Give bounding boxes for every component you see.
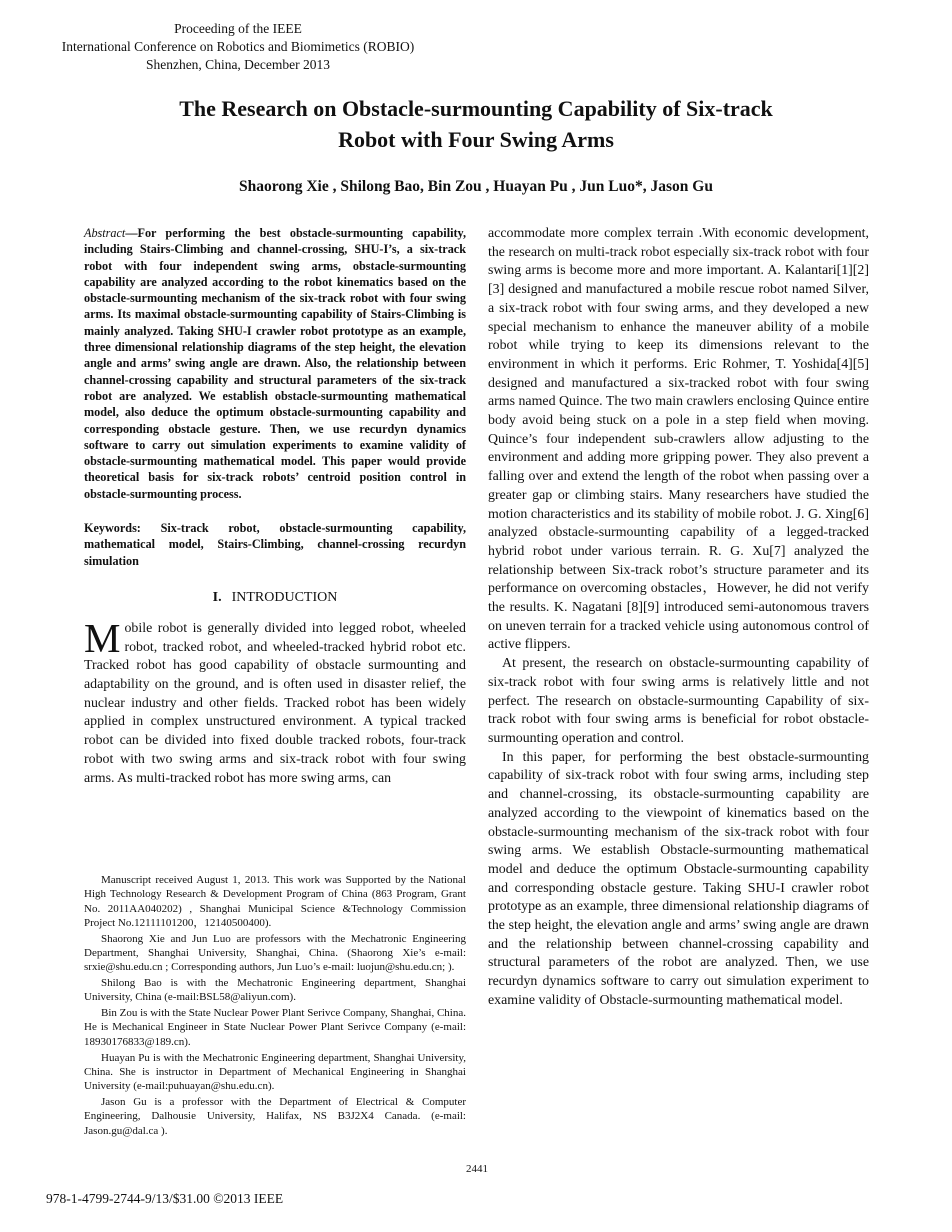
abstract-text: —For performing the best obstacle-surmounting capability, including Stairs-Climbing and channel-crossing, SHU-I’s, a six-track robot with four independent swing arms, obstacle-surmounting capability are analyzed according to the robot kinematics based on the obstacle-surmounting mechanism of the six-track robot with four swing arms. Its maximal obstacle-surmounting capability of Stairs-Climbing is mainly analyzed. Taking SHU-I crawler robot prototype as an example, three dimensional relationship diagrams of the step height, the elevation angle and arms’ swing angle are drawn. Also, the relationship between channel-crossing capability and structural parameters of the six-track robot are analyzed. We establish obstacle-surmounting mathematical model, also deduce the optimum obstacle-surmounting capability and corresponding obstacle gesture. Then, we use recurdyn dynamics software to carry out simulation experiments to examine validity of obstacle-surmounting mathematical model. This paper would provide theoretical basis for six-track robots’ centroid position control in obstacle-surmounting process. xyxy=(84,226,466,501)
author-list: Shaorong Xie , Shilong Bao, Bin Zou , Huayan Pu , Jun Luo*, Jason Gu xyxy=(239,178,713,195)
title-line-2: Robot with Four Swing Arms xyxy=(338,127,614,152)
body-paragraph: At present, the research on obstacle-surmounting capability of six-track robot with four swing arms is relatively little and not perfect. The research on obstacle-surmounting Capability of six-track robot with four swing arms is beneficial for robot obstacle-surmounting operation and control. xyxy=(488,656,869,746)
section-title: INTRODUCTION xyxy=(231,589,338,605)
intro-paragraph-text: obile robot is generally divided into legged robot, wheeled robot, tracked robot, and wheeled-tracked hybrid robot etc. Tracked robot has good capability of obstacle surmounting and adaptability on the ground, and is often used in disaster relief, the nuclear industry and other fields. Tracked robot has been widely applied in complex unstructured environment. A typical tracked robot can be divided into fixed double tracked robots, four-track robot with two swing arms and six-track robot with four swing arms. As multi-tracked robot has more swing arms, can xyxy=(84,620,466,786)
footnotes xyxy=(84,873,466,1139)
drop-cap: M xyxy=(84,614,121,661)
intro-paragraph xyxy=(84,614,466,788)
body-paragraph: In this paper, for performing the best obstacle-surmounting capability of six-track robot with four swing arms, including step and channel-crossing, its obstacle-surmounting capability are analyzed according to the viewpoint of kinematics based on the obstacle-surmounting mechanism of the six-track robot with four swing arms. We establish Obstacle-surmounting mathematical model and deduce the optimum Obstacle-surmounting capability and corresponding obstacle gesture. Taking SHU-I crawler robot prototype as an example, three dimensional relationship diagrams of the step height, the elevation angle and arms’ swing angle are drawn and the relationship between channel-crossing capability and structural parameters of the robot are analyzed. Then, we use recurdyn dynamics software to carry out simulation experiment to examine validity of Obstacle-surmounting mathematical model. xyxy=(488,749,869,1008)
header-line-1: Proceeding of the IEEE xyxy=(174,21,302,36)
abstract xyxy=(84,225,466,502)
title-line-1: The Research on Obstacle-surmounting Capability of Six-track xyxy=(179,96,773,121)
conference-header xyxy=(30,20,446,74)
left-column xyxy=(84,225,466,788)
header-line-3: Shenzhen, China, December 2013 xyxy=(145,57,331,72)
page-number: 2441 xyxy=(466,1163,488,1175)
footnote: Manuscript received August 1, 2013. This work was Supported by the National High Technology Research & Development Program of China (863 Program, Grant No. 2011AA040202) , Shanghai Municipal Science &Technology Commission Project No.12111101200，12140500400). xyxy=(84,874,466,929)
footnote: Shaorong Xie and Jun Luo are professors with the Mechatronic Engineering Department, Shanghai University, Shanghai, China. (Shaorong Xie’s e-mail: srxie@shu.edu.cn ; Corresponding authors, Jun Luo’s e-mail: luojun@shu.edu.cn; ). xyxy=(84,932,466,974)
footnote: Bin Zou is with the State Nuclear Power Plant Serivce Company, Shanghai, China. He is Mechanical Engineer in State Nuclear Power Plant Serivce Company (e-mail: 18930176833@189.cn). xyxy=(84,1007,466,1048)
footnote: Shilong Bao is with the Mechatronic Engineering department, Shanghai University, China (e-mail:BSL58@aliyun.com). xyxy=(84,977,466,1004)
right-column xyxy=(488,225,869,1011)
keywords: Keywords: Six-track robot, obstacle-surmounting capability, mathematical model, Stairs-Climbing, channel-crossing recurdyn simulation xyxy=(84,521,466,568)
section-heading-introduction xyxy=(84,590,466,606)
section-number: I. xyxy=(212,589,222,605)
body-paragraph: accommodate more complex terrain .With economic development, the research on multi-track robot especially six-track robot with four swing arms is become more and more important. A. Kalantari[1][2][3] designed and manufactured a mobile rescue robot named Silver, a six-track robot with four swing arms, and they developed a new special mechanism to enhance the maneuver ability of a mobile robot while trying to keep its dimensions relevant to the environment in which it performs. Eric Rohmer, T. Yoshida[4][5] designed and manufactured a six-tracked robot with four swing arms named Quince. The two main crawlers enclosing Quince entire body avoid being stuck on a pole in a step field when moving. Quince’s four independent sub-crawlers allow adjusting to the environment and adding more gripping power. They also prevent a falling over and extend the length of the robot when passing over a greater gap or climbing stairs. Many researchers have studied the motion characteristics and its stability of mobile robot. J. G. Xing[6] analyzed obstacle-surmounting capability of a legged-tracked hybrid robot under various terrain. R. G. Xu[7] analyzed the relationship between Six-track robot’s structure parameter and its performance on overcoming obstacles，However, he did not verify the results. K. Nagatani [8][9] introduced semi-autonomous travers on uneven terrain for a tracked vehicle using autonomous control of active flippers. xyxy=(488,226,869,653)
footnote: Jason Gu is a professor with the Department of Electrical & Computer Engineering, Dalhousie University, Halifax, NS B3J2X4 Canada. (e-mail: Jason.gu@dal.ca ). xyxy=(84,1095,466,1137)
header-line-2: International Conference on Robotics and Biomimetics (ROBIO) xyxy=(61,39,415,54)
paper-title xyxy=(80,93,872,155)
copyright-line: 978-1-4799-2744-9/13/$31.00 ©2013 IEEE xyxy=(46,1191,284,1206)
abstract-label: Abstract xyxy=(84,226,126,240)
footnote: Huayan Pu is with the Mechatronic Engineering department, Shanghai University, China. She is instructor in Department of Mechanical Engineering in Shanghai University (e-mail:puhuayan@shu.edu.cn). xyxy=(84,1051,466,1093)
